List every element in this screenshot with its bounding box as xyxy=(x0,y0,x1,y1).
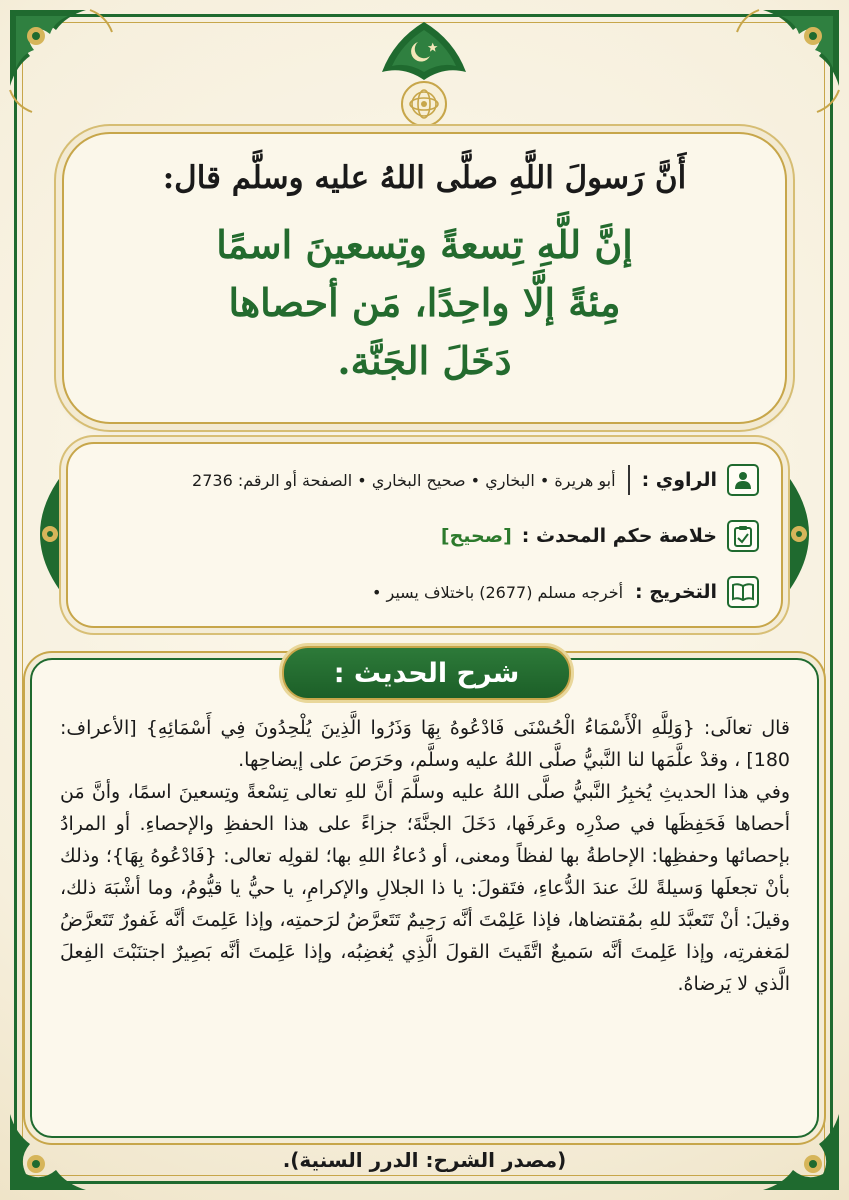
hadith-line: مِئةً إلَّا واحِدًا، مَن أحصاها xyxy=(228,280,621,325)
crescent-star-icon xyxy=(374,20,474,130)
clipboard-check-icon xyxy=(727,520,759,552)
corner-ornament xyxy=(6,6,116,116)
book-icon xyxy=(727,576,759,608)
hadith-line: دَخَلَ الجَنَّة. xyxy=(337,338,512,383)
ruling-label: خلاصة حكم المحدث : xyxy=(521,525,717,547)
info-panel xyxy=(30,434,819,634)
sharh-body xyxy=(60,712,790,1000)
ruling-row xyxy=(86,516,759,556)
hadith-text xyxy=(84,216,765,390)
ruling-value: [صحيح] xyxy=(440,525,512,547)
narrator-value: أبو هريرة • البخاري • صحيح البخاري • الصفحة أو الرقم: 2736 xyxy=(192,470,616,490)
takhrij-value: أخرجه مسلم (2677) باختلاف يسير • xyxy=(371,582,624,602)
hadith-box xyxy=(62,132,787,424)
narrator-row xyxy=(86,460,759,500)
hadith-line: إنَّ للَّهِ تِسعةً وتِسعينَ اسمًا xyxy=(216,222,633,267)
divider xyxy=(628,465,630,495)
sharh-paragraph: قال تعالَى: {وَلِلَّهِ الْأَسْمَاءُ الْحُسْنَى فَادْعُوهُ بِهَا وَذَرُوا الَّذِينَ يُلْحِدُونَ فِي أَسْمَائِهِ} [الأعراف: 180] ، وقدْ علَّمَها لنا النَّبيُّ صلَّى اللهُ عليه وسلَّم، وحَرَصَ على إيضاحِها. xyxy=(60,717,790,771)
hadith-intro: أَنَّ رَسولَ اللَّهِ صلَّى اللهُ عليه وسلَّم قال: xyxy=(162,160,687,196)
sharh-title: شرح الحديث : xyxy=(282,646,571,700)
narrator-label: الراوي : xyxy=(641,469,717,491)
source-note: (مصدر الشرح: الدرر السنية). xyxy=(282,1148,567,1172)
takhrij-row xyxy=(86,572,759,612)
takhrij-label: التخريج : xyxy=(635,581,717,603)
sharh-paragraph: وفي هذا الحديثِ يُخبِرُ النَّبيُّ صلَّى اللهُ عليه وسلَّمَ أنَّ للهِ تعالى تِسْعةً وتِسعينَ اسمًا، وأنَّ مَن أحصاها فَحَفِظَها في صدْرِه وعَرفَها، دَخَلَ الجنَّةَ؛ جزاءً على هذا الحفظِ والإحصاءِ. أو المرادُ بإحصائها وحفظِها: الإحاطةُ بها لفظاً ومعنى، أو دُعاءُ اللهِ بها؛ لقولِه تعالى: {فَادْعُوهُ بِهَا}؛ وذلك بأنْ تجعلَها وَسيلةً لكَ عندَ الدُّعاءِ، فتَقولَ: يا ذا الجلالِ والإكرامِ، يا حيُّ يا قيُّومُ، وما أشْبَهَ ذلك، وقيلَ: أنْ تَتَعبَّدَ للهِ بمُقتضاها، فإذا عَلِمْتَ أنَّه رَحِيمٌ تَتَعرَّضُ لرَحمتِه، وإذا عَلِمتَ أنَّه غَفورٌ تَتَعرَّضُ لمَغفرتِه، وإذا عَلِمتَ أنَّه سَميعٌ اتَّقَيتَ القولَ الَّذِي يُغضِبُه، وإذا عَلِمتَ أنَّه بَصِيرٌ اجتنَبْتَ الفِعلَ الَّذي لا يَرضاهُ. xyxy=(60,781,790,995)
info-box xyxy=(66,442,783,628)
corner-ornament xyxy=(733,6,843,116)
user-icon xyxy=(727,464,759,496)
sharh-title-banner xyxy=(262,642,587,702)
